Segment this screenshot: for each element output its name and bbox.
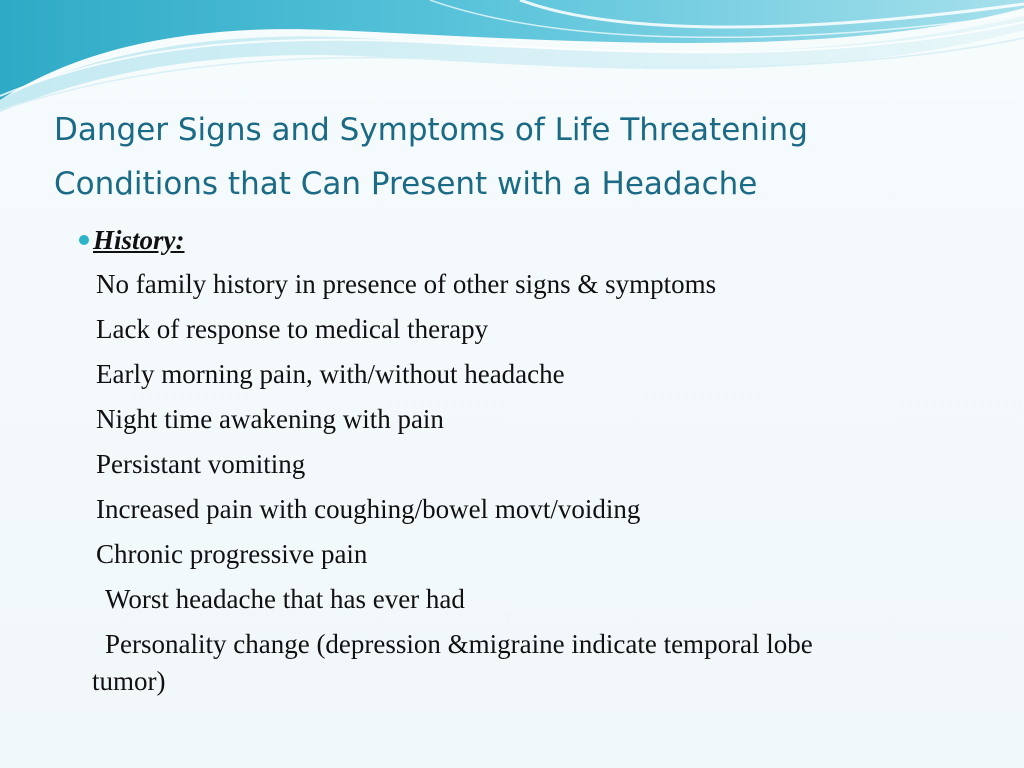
slide-content: [90, 218, 990, 700]
symptom-list: [90, 262, 990, 700]
list-item: Lack of response to medical therapy: [96, 314, 489, 344]
bullet-dot-icon: [79, 235, 89, 245]
list-item: Night time awakening with pain: [96, 404, 444, 434]
slide-title: [54, 103, 974, 211]
list-item: Persistant vomiting: [96, 449, 306, 479]
list-item: Chronic progressive pain: [96, 539, 368, 569]
list-item: Worst headache that has ever had: [105, 584, 465, 614]
list-item: Personality change (depression &migraine indicate temporal lobe tumor): [92, 629, 813, 696]
title-line-2: Conditions that Can Present with a Headache: [54, 166, 758, 202]
title-line-1: Danger Signs and Symptoms of Life Threatening: [54, 112, 808, 148]
list-item: Increased pain with coughing/bowel movt/voiding: [96, 494, 641, 524]
wave-banner-decoration: [0, 0, 1024, 120]
section-heading-history: History:: [93, 225, 185, 255]
list-item: Early morning pain, with/without headache: [96, 359, 565, 389]
list-item: No family history in presence of other signs & symptoms: [96, 269, 717, 299]
